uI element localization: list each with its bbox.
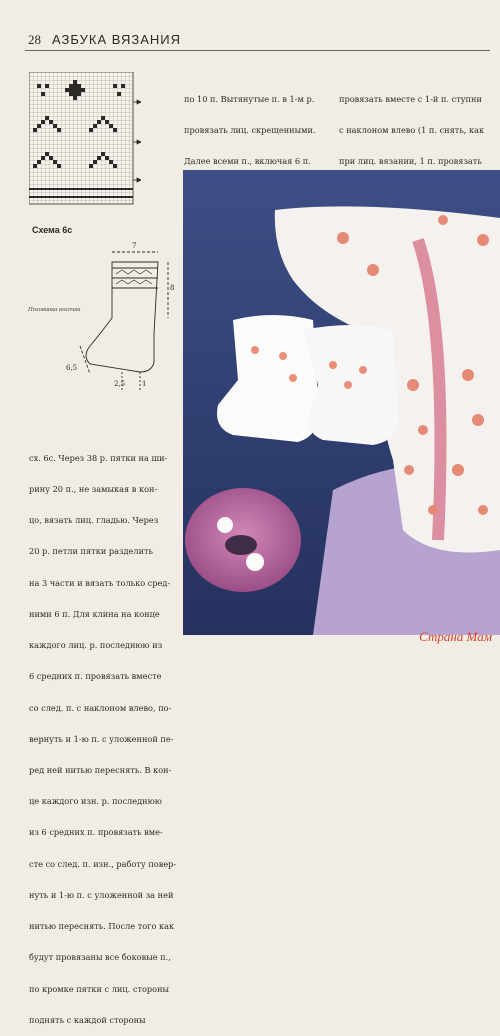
chart-caption: Схема 6с — [32, 225, 73, 235]
text-line: це каждого изн. р. последнюю — [29, 796, 162, 807]
photo-knitted-baby-set — [183, 170, 500, 635]
sock-diagram — [60, 238, 180, 402]
knitting-chart — [29, 72, 141, 216]
dimension-heel: 6,5 — [66, 364, 78, 372]
sock-pattern-outline — [60, 238, 180, 398]
text-line: нуть и 1-ю п. с уложенной за ней — [29, 889, 174, 900]
watermark: Страна Мам — [419, 629, 492, 644]
dimension-sole: 2,5 — [114, 380, 126, 388]
text-line: с наклоном влево (1 п. снять, как — [339, 125, 485, 136]
text-line: цо, вязать лиц. гладью. Через — [29, 515, 159, 526]
header-divider — [25, 50, 490, 51]
photo-illustration — [183, 170, 500, 635]
dimension-side: 8 — [170, 284, 175, 292]
text-line: нитью переснять. После того как — [29, 921, 175, 932]
running-title: АЗБУКА ВЯЗАНИЯ — [52, 32, 181, 47]
dimension-bottom: 1 — [142, 380, 147, 388]
text-line: со след. п. с наклоном влево, по- — [29, 702, 172, 713]
text-line: каждого лиц. р. последнюю из — [29, 640, 163, 651]
text-column-left — [29, 432, 176, 1036]
dimension-top: 7 — [132, 242, 137, 250]
text-line: на 3 части и вязать только сред- — [29, 577, 171, 588]
text-line: сте со след. п. изн., работу повер- — [29, 858, 177, 869]
text-line: ними 6 п. Для клина на конце — [29, 608, 160, 619]
knitting-chart-grid — [29, 72, 141, 212]
text-line: провязать вместе с 1-й п. ступни — [339, 93, 482, 104]
text-line: вернуть и 1-ю п. с уложенной пе- — [29, 733, 174, 744]
page-number: 28 — [28, 32, 41, 47]
text-line: по кромке пятки с лиц. стороны — [29, 983, 170, 994]
text-line: ред ней нитью переснять. В кон- — [29, 765, 172, 775]
text-line: 6 средних п. провязать вместе — [29, 671, 162, 682]
text-line: из 6 средних п. провязать вме- — [29, 827, 163, 838]
text-line: 20 р. петли пятки разделить — [29, 546, 154, 557]
text-line: Далее всеми п., включая 6 п. — [184, 156, 311, 167]
text-line: провязать лиц. скрещенными. — [184, 125, 316, 136]
text-line: поднять с каждой стороны — [29, 1014, 146, 1025]
sock-diagram-label: Половинка носочка — [28, 306, 81, 313]
text-line: рину 20 п., не замыкая в кон- — [29, 484, 158, 495]
text-line: при лиц. вязании, 1 п. провязать — [339, 156, 482, 167]
text-line: сх. 6с. Через 38 р. пятки на ши- — [29, 452, 168, 463]
text-line: будут провязаны все боковые п., — [29, 952, 171, 963]
text-line: по 10 п. Вытянутые п. в 1-м р. — [184, 93, 315, 104]
